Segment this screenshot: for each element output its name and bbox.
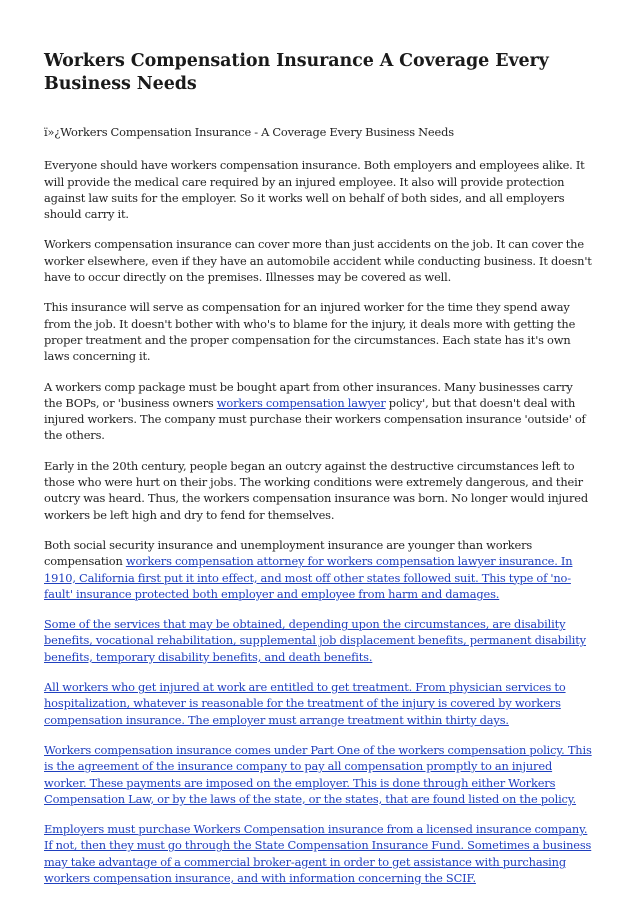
document-page: [44, 50, 594, 900]
paragraph-6-text-start: Both social security insurance and unemployment insurance are younger than workers compensation: [44, 537, 533, 569]
paragraph-4-text-end: policy', but that doesn't deal with injured workers. The company must purchase their workers compensation insurance 'outside' of the others.: [44, 395, 586, 443]
paragraph-7: [44, 616, 594, 665]
document-subtitle: ï»¿Workers Compensation Insurance - A Coverage Every Business Needs: [44, 125, 454, 139]
part-one-policy-link[interactable]: Workers compensation insurance comes under Part One of the workers compensation policy. This is the agreement of the insurance company to pay all compensation promptly to an injured worker. These payments are imposed on the employer. This is done through either Workers Compensation Law, or by the laws of the state, or the states, that are found listed on the policy.: [44, 742, 592, 806]
paragraph-9: [44, 742, 594, 807]
paragraph-6: [44, 537, 594, 602]
paragraph-5: Early in the 20th century, people began an outcry against the destructive circumstances left to those who were hurt on their jobs. The working conditions were extremely dangerous, and their outcry was heard. Thus, the workers compensation insurance was born. No longer would injured workers be left high and dry to fend for themselves.: [44, 458, 588, 522]
injured-workers-treatment-link[interactable]: All workers who get injured at work are entitled to get treatment. From physician services to hospitalization, whatever is reasonable for the treatment of the injury is covered by workers compensation insurance. The employer must arrange treatment within thirty days.: [44, 680, 566, 727]
paragraph-3: This insurance will serve as compensation for an injured worker for the time they spend away from the job. It doesn't bother with who's to blame for the injury, it deals more with getting the proper treatment and the proper compensation for the circumstances. Each state has it's own laws concerning it.: [44, 300, 576, 364]
services-benefits-link[interactable]: Some of the services that may be obtained, depending upon the circumstances, are disability benefits, vocational rehabilitation, supplemental job displacement benefits, permanent disability benefits, temporary disability benefits, and death benefits.: [44, 617, 586, 664]
page-title: Workers Compensation Insurance A Coverage Every Business Needs: [44, 51, 549, 94]
paragraph-4: [44, 379, 594, 444]
paragraph-2: Workers compensation insurance can cover more than just accidents on the job. It can cover the worker elsewhere, even if they have an automobile accident while conducting business. It doesn't have to occur directly on the premises. Illnesses may be covered as well.: [44, 237, 592, 285]
paragraph-8: [44, 679, 594, 728]
paragraph-4-text-start: A workers comp package must be bought apart from other insurances. Many businesses carry the BOPs, or 'business owners: [44, 379, 573, 410]
workers-compensation-lawyer-link[interactable]: workers compensation lawyer: [216, 395, 386, 410]
paragraph-10: [44, 821, 594, 886]
workers-compensation-attorney-link[interactable]: workers compensation attorney for workers compensation lawyer insurance. In 1910, California first put it into effect, and most off other states followed suit. This type of 'no-fault' insurance protected both employer and employee from harm and damages.: [44, 554, 573, 601]
paragraph-1: Everyone should have workers compensation insurance. Both employers and employees alike. It will provide the medical care required by an injured employee. It also will provide protection against law suits for the employer. So it works well on behalf of both sides, and all employers should carry it.: [44, 158, 585, 222]
licensed-insurance-company-link[interactable]: Employers must purchase Workers Compensation insurance from a licensed insurance company. If not, then they must go through the State Compensation Insurance Fund. Sometimes a business may take advantage of a commercial broker-agent in order to get assistance with purchasing workers compensation insurance, and with information concerning the SCIF.: [44, 822, 592, 885]
